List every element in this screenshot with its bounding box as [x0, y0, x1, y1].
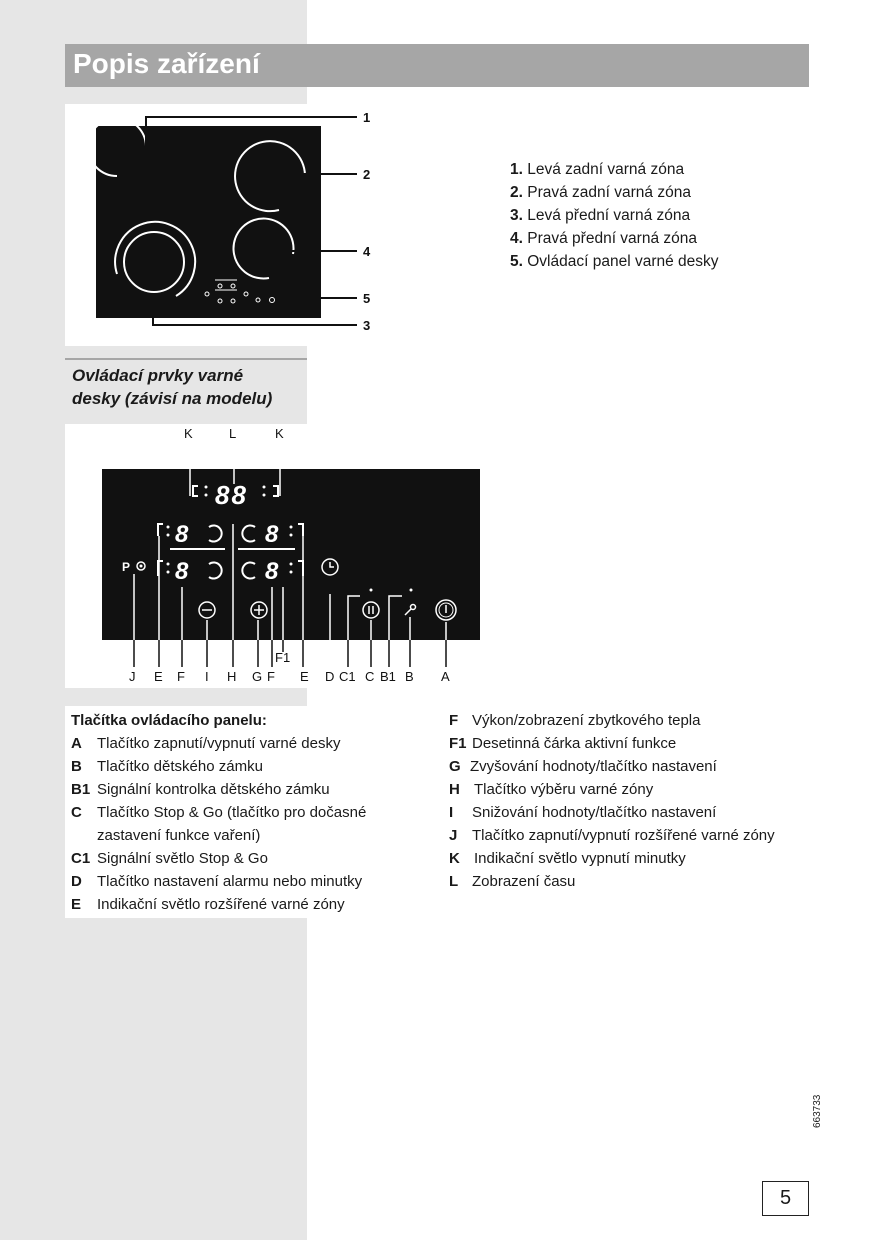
desc-item: H Tlačítko výběru varné zóny: [449, 781, 654, 798]
callout-3: 3: [363, 318, 371, 333]
label-c: C: [365, 669, 375, 684]
label-d: D: [325, 669, 335, 684]
label-h: H: [227, 669, 237, 684]
desc-item: E Indikační světlo rozšířené varné zóny: [71, 896, 345, 913]
callout-4: 4: [363, 244, 371, 259]
legend-item: 1. Levá zadní varná zóna: [510, 161, 685, 178]
label-f1: F1: [275, 650, 291, 665]
extended-zone-p-label: P: [122, 560, 131, 574]
desc-item: F Výkon/zobrazení zbytkového tepla: [449, 712, 701, 729]
label-b: B: [405, 669, 414, 684]
label-e-right: E: [300, 669, 309, 684]
label-a: A: [441, 669, 450, 684]
label-e-left: E: [154, 669, 163, 684]
zone-display-front-right: 8: [265, 558, 279, 585]
desc-item: I Snižování hodnoty/tlačítko nastavení: [449, 804, 717, 821]
label-k-left: K: [184, 426, 193, 441]
desc-item: D Tlačítko nastavení alarmu nebo minutky: [71, 873, 363, 890]
callout-5: 5: [363, 291, 371, 306]
label-l: L: [229, 426, 237, 441]
right-description-list: [449, 709, 859, 893]
cooktop-figure: [65, 104, 385, 344]
desc-item: A Tlačítko zapnutí/vypnutí varné desky: [71, 735, 341, 752]
callout-1: 1: [363, 110, 371, 125]
label-f-left: F: [177, 669, 185, 684]
desc-item: K Indikační světlo vypnutí minutky: [449, 850, 686, 867]
label-j: J: [129, 669, 136, 684]
document-code: 663733: [812, 1094, 823, 1128]
desc-item: B Tlačítko dětského zámku: [71, 758, 263, 775]
title-bar: [65, 44, 809, 87]
cooking-zone-legend: [510, 158, 719, 273]
zone-display-front-left: 8: [175, 558, 189, 585]
label-c1: C1: [339, 669, 356, 684]
desc-item: C1 Signální světlo Stop & Go: [71, 850, 268, 867]
label-b1: B1: [380, 669, 396, 684]
label-g: G: [252, 669, 263, 684]
page-number: 5: [762, 1181, 809, 1216]
legend-item: 3. Levá přední varná zóna: [510, 207, 691, 224]
cooktop-surface: [96, 126, 321, 318]
desc-item-continuation: zastavení funkce vaření): [97, 827, 261, 844]
desc-item: F1 Desetinná čárka aktivní funkce: [449, 735, 677, 752]
label-f-right: F: [267, 669, 275, 684]
control-panel-figure: [65, 424, 485, 688]
buttons-heading: Tlačítka ovládacího panelu:: [71, 712, 267, 729]
page-title: Popis zařízení: [73, 48, 260, 79]
subheading-rule: [65, 358, 307, 360]
left-description-list: [71, 709, 441, 916]
desc-item: J Tlačítko zapnutí/vypnutí rozšířené varné zóny: [449, 827, 775, 844]
desc-item: G Zvyšování hodnoty/tlačítko nastavení: [449, 758, 717, 775]
desc-item: B1 Signální kontrolka dětského zámku: [71, 781, 330, 798]
zone-display-rear-left: 8: [175, 521, 189, 548]
desc-item: L Zobrazení času: [449, 873, 576, 890]
legend-item: 4. Pravá přední varná zóna: [510, 230, 697, 247]
controls-subheading: Ovládací prvky varné desky (závisí na modelu): [72, 366, 273, 408]
legend-item: 5. Ovládací panel varné desky: [510, 253, 719, 270]
label-i: I: [205, 669, 209, 684]
label-k-right: K: [275, 426, 284, 441]
legend-item: 2. Pravá zadní varná zóna: [510, 184, 691, 201]
desc-item: C Tlačítko Stop & Go (tlačítko pro dočasné: [71, 804, 367, 821]
callout-2: 2: [363, 167, 371, 182]
zone-display-rear-right: 8: [265, 521, 279, 548]
timer-display: 88: [215, 480, 248, 510]
